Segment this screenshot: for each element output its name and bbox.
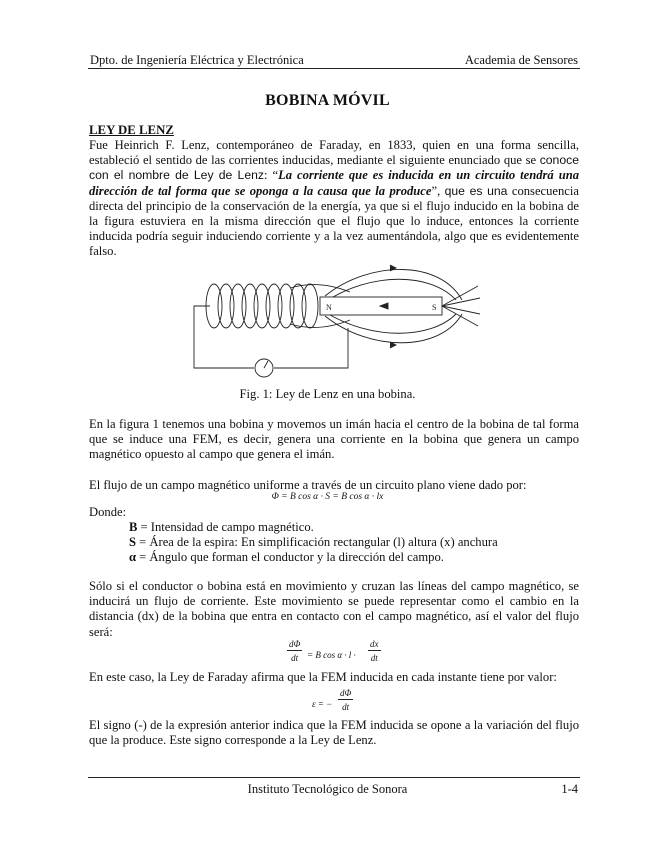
definition-s-text: = Área de la espira: En simplificación rectangular (l) altura (x) anchura bbox=[136, 535, 498, 549]
header-department: Dpto. de Ingeniería Eléctrica y Electrónica bbox=[90, 53, 304, 67]
definition-alpha bbox=[129, 550, 444, 565]
footer-rule bbox=[88, 777, 580, 778]
definition-alpha-text: = Ángulo que forman el conductor y la dirección del campo. bbox=[136, 550, 444, 564]
field-line bbox=[325, 269, 462, 300]
p1-text-e: que es una bbox=[444, 183, 508, 198]
formula-dphi-dt bbox=[287, 639, 302, 663]
paragraph-motion: Sólo si el conductor o bobina está en movimiento y cruzan las líneas del campo magnético, se inducirá un flujo de corriente. Este movimiento se puede representar como el cambio en la distancia (dx) de la bobina que entra en contacto con el campo magnético, así el valor del flujo será: bbox=[89, 579, 579, 639]
formula2-num1: dΦ bbox=[289, 639, 301, 649]
definition-b-text: = Intensidad de campo magnético. bbox=[137, 520, 314, 534]
section-heading: LEY DE LENZ bbox=[89, 123, 174, 137]
magnet-south-label: S bbox=[432, 303, 437, 312]
p1-text-c: : “ bbox=[263, 168, 279, 183]
lenz-law-quote: La corriente que es inducida en un circuito tendrá una dirección de tal forma que se oponga a la causa que la produce bbox=[89, 168, 580, 198]
formula2-den1: dt bbox=[291, 653, 299, 663]
footer-institution: Instituto Tecnológico de Sonora bbox=[247, 782, 408, 796]
paragraph-figure-explanation: En la figura 1 tenemos una bobina y movemos un imán hacia el centro de la bobina de tal forma que se induce una FEM, es decir, genera una corriente en la bobina que genera un campo magnético opuesto al campo que genera el imán. bbox=[89, 417, 579, 462]
figure-caption: Fig. 1: Ley de Lenz en una bobina. bbox=[239, 387, 416, 401]
formula2-num2: dx bbox=[370, 639, 379, 649]
donde-label: Donde: bbox=[89, 505, 127, 519]
definition-alpha-symbol: α bbox=[129, 550, 137, 564]
coil-magnet-figure bbox=[180, 262, 480, 382]
formula3-den: dt bbox=[342, 702, 350, 712]
page-number: 1-4 bbox=[561, 782, 578, 796]
circuit-wire-right bbox=[274, 328, 348, 368]
p1-text-b: conoce con el nombre de Ley de Lenz bbox=[89, 153, 579, 183]
paragraph-flux-intro: El flujo de un campo magnético uniforme a través de un circuito plano viene dado por: bbox=[89, 478, 527, 492]
header-academy: Academia de Sensores bbox=[464, 53, 578, 67]
p1-text-f: consecuencia directa del principio de la conservación de la energía, ya que si el flujo inducido en la bobina de la figura estuviera en la misma dirección que el flujo que lo induce, entonces la corriente inducida podría seguir induciendo corriente y a la vez aumentándola, algo que es evidentemente falso. bbox=[89, 183, 579, 259]
paragraph-sign: El signo (-) de la expresión anterior indica que la FEM inducida se opone a la variación del flujo que la produce. Este signo corresponde a la Ley de Lenz. bbox=[89, 718, 579, 748]
definition-s bbox=[129, 535, 498, 550]
paragraph-faraday: En este caso, la Ley de Faraday afirma que la FEM inducida en cada instante tiene por valor: bbox=[89, 670, 557, 684]
definition-b bbox=[129, 520, 314, 535]
formula2-middle: = B cos α · l · bbox=[307, 650, 356, 660]
formula-flux: Φ = B cos α · S = B cos α · lx bbox=[271, 492, 384, 502]
formula-emf bbox=[338, 688, 353, 712]
definition-s-symbol: S bbox=[129, 535, 137, 549]
header-rule bbox=[88, 68, 580, 69]
formula2-den2: dt bbox=[370, 653, 378, 663]
formula-dx-dt bbox=[368, 639, 381, 663]
p1-text-a: Fue Heinrich F. Lenz, contemporáneo de Faraday, en 1833, quien en una forma sencilla, estableció el sentido de las corrientes inducidas, mediante el siguiente enunciado que se bbox=[89, 138, 579, 168]
definition-b-symbol: B bbox=[129, 520, 138, 534]
p1-text-d: ”, bbox=[431, 183, 445, 198]
paragraph-lenz-intro bbox=[89, 138, 579, 260]
page-title: BOBINA MÓVIL bbox=[265, 92, 390, 109]
magnet-north-label: N bbox=[326, 303, 332, 312]
formula3-left: ε = − bbox=[312, 699, 333, 709]
formula3-num: dΦ bbox=[340, 688, 352, 698]
